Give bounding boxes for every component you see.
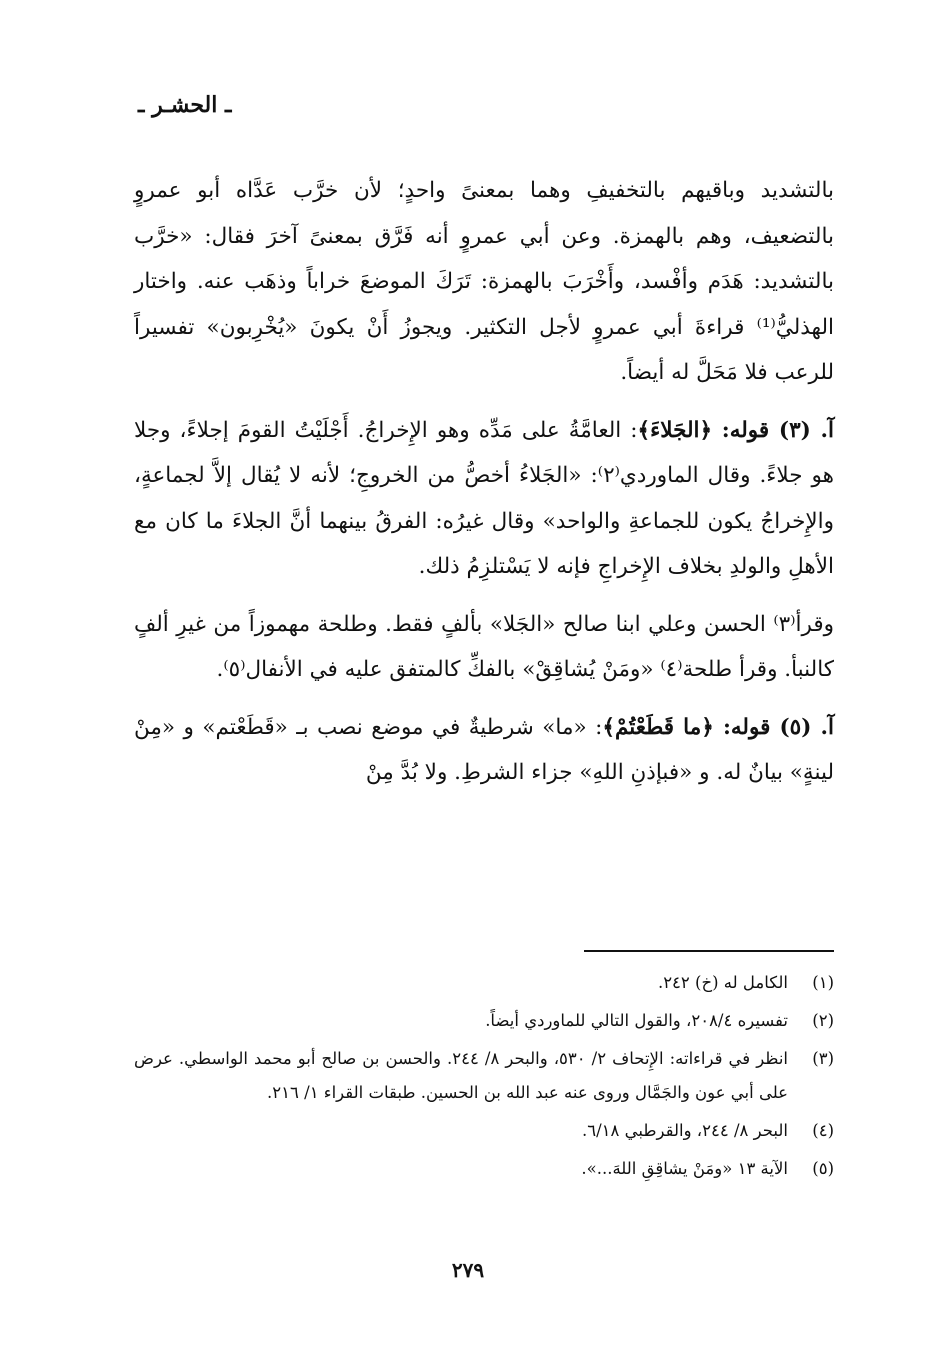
footnote-number: (٥) bbox=[812, 1159, 834, 1178]
footnote-divider bbox=[584, 950, 834, 952]
main-text bbox=[134, 168, 834, 796]
running-title: ـ الحشـر ـ bbox=[138, 92, 232, 118]
footnote-text: تفسيره ٢٠٨/٤، والقول التالي للماوردي أيضاً. bbox=[485, 1011, 788, 1030]
page-number: ٢٧٩ bbox=[451, 1258, 485, 1282]
footnote-text: الكامل له (خ) ٢٤٢. bbox=[657, 973, 788, 992]
footnote bbox=[134, 1114, 834, 1148]
footnote-text: الآية ١٣ «ومَنْ يشاقِقِ اللهَ...». bbox=[581, 1159, 788, 1178]
footnote-text: انظر في قراءاته: الإِتحاف ٢/ ٥٣٠، والبحر ٨/ ٢٤٤. والحسن بن صالح أبو محمد الواسطي. عرض على أبي عون والجَمَّال وروى عنه عبد الله بن الحسين. طبقات القراء ١/ ٢١٦. bbox=[134, 1049, 789, 1102]
footnotes bbox=[134, 966, 834, 1190]
footnote-text: البحر ٨/ ٢٤٤، والقرطبي ٦/١٨. bbox=[582, 1121, 788, 1140]
paragraph-2 bbox=[134, 408, 834, 590]
paragraph-4-text: : «ما» شرطيةٌ في موضع نصب بـ «قَطَعْتم» و «مِنْ لينةٍ» بيانٌ له. و «فبإذنِ اللهِ» جزاء الشرطِ. ولا بُدَّ مِنْ bbox=[134, 714, 834, 785]
paragraph-2-text: : العامَّةُ على مَدِّه وهو الإِخراجُ. أَجْلَيْتُ القومَ إجلاءً، وجلا هو جلاءً. وقال الماوردي⁽٢⁾: «الجَلاءُ أخصُّ من الخروجِ؛ لأنه لا يُقال إلاَّ لجماعةٍ، والإِخراجُ يكون للجماعةِ والواحد» وقال غيرُه: الفرقُ بينهما أنَّ الجلاءَ ما كان مع الأهلِ والولدِ بخلاف الإِخراجِ فإنه لا يَسْتلزِمُ ذلك. bbox=[134, 417, 834, 579]
footnote-number: (١) bbox=[812, 973, 834, 992]
paragraph-4 bbox=[134, 705, 834, 796]
paragraph-3: وقرأ⁽٣⁾ الحسن وعلي ابنا صالح «الجَلا» بألفٍ فقط. وطلحة مهموزاً من غيرِ ألفٍ كالنبأ. وقرأ طلحة⁽٤⁾ «ومَنْ يُشاقِقْ» بالفكِّ كالمتفق عليه في الأنفال⁽٥⁾. bbox=[134, 611, 834, 682]
footnote-number: (٣) bbox=[812, 1049, 834, 1068]
footnote-number: (٢) bbox=[812, 1011, 834, 1030]
footnote bbox=[134, 1042, 834, 1110]
footnote bbox=[134, 1152, 834, 1186]
verse-lemma-jala: آ. (٣) قوله: ﴿الجَلاءَ﴾ bbox=[637, 417, 834, 443]
verse-lemma-qatatum: آ. (٥) قوله: ﴿ما قَطَعْتُمْ﴾ bbox=[602, 714, 835, 740]
paragraph-1: بالتشديد وباقيهم بالتخفيفِ وهما بمعنىً واحدٍ؛ لأن خرَّب عَدَّاه أبو عمروٍ بالتضعيف، وهم بالهمزة. وعن أبي عمروٍ أنه فَرَّق بمعنىً آخرَ فقال: «خرَّب بالتشديد: هَدَم وأفْسد، وأَخْرَبَ بالهمزة: تَرَكَ الموضعَ خراباً وذهَب عنه. واختار الهذليُّ⁽¹⁾ قراءةَ أبي عمروٍ لأجل التكثير. ويجوزُ أَنْ يكونَ «يُخْرِبون» تفسيراً للرعب فلا مَحَلَّ له أيضاً. bbox=[134, 178, 834, 385]
footnote bbox=[134, 966, 834, 1000]
footnote bbox=[134, 1004, 834, 1038]
footnote-number: (٤) bbox=[812, 1121, 834, 1140]
